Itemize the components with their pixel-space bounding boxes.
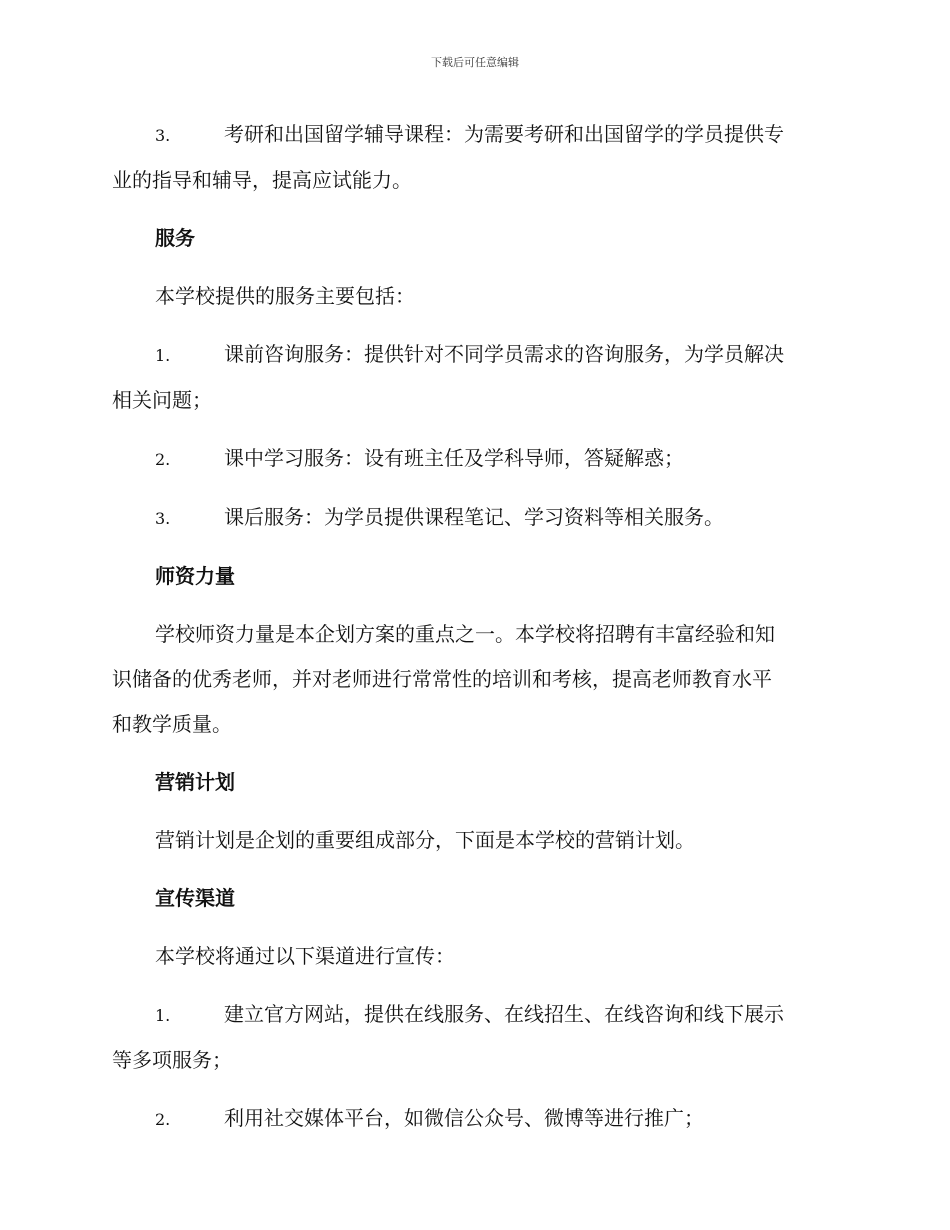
list-text-continuation: 相关问题；: [112, 388, 212, 412]
document-body: [112, 112, 836, 1155]
list-number: 3.: [155, 509, 171, 528]
list-number: 1.: [155, 346, 171, 365]
page-header: 下载后可任意编辑: [431, 56, 519, 69]
list-text-continuation: 业的指导和辅导，提高应试能力。: [112, 168, 412, 192]
list-item: [112, 112, 836, 203]
list-text: 利用社交媒体平台，如微信公众号、微博等进行推广；: [224, 1106, 704, 1130]
list-text: 课中学习服务：设有班主任及学科导师，答疑解惑；: [224, 446, 684, 470]
list-text-continuation: 等多项服务；: [112, 1048, 232, 1072]
list-item: [112, 1096, 836, 1142]
paragraph: 营销计划是企划的重要组成部分，下面是本学校的营销计划。: [155, 828, 695, 852]
paragraph: 本学校将通过以下渠道进行宣传：: [155, 944, 455, 968]
paragraph-line: 识储备的优秀老师，并对老师进行常常性的培训和考核，提高老师教育水平: [112, 667, 772, 691]
list-number: 1.: [155, 1006, 171, 1025]
list-item: [112, 332, 836, 423]
list-text: 建立官方网站，提供在线服务、在线招生、在线咨询和线下展示: [224, 1002, 784, 1026]
section-heading-faculty: 师资力量: [155, 564, 235, 588]
section-heading-channels: 宣传渠道: [155, 886, 235, 910]
section-heading-service: 服务: [155, 226, 195, 250]
paragraph-line: 和教学质量。: [112, 712, 232, 736]
list-text: 课后服务：为学员提供课程笔记、学习资料等相关服务。: [224, 505, 724, 529]
paragraph: 本学校提供的服务主要包括：: [155, 284, 415, 308]
paragraph: [112, 612, 836, 747]
list-item: [112, 436, 836, 482]
list-text: 课前咨询服务：提供针对不同学员需求的咨询服务，为学员解决: [224, 342, 784, 366]
section-heading-marketing: 营销计划: [155, 770, 235, 794]
list-item: [112, 495, 836, 541]
paragraph-line: 学校师资力量是本企划方案的重点之一。本学校将招聘有丰富经验和知: [155, 622, 775, 646]
list-number: 2.: [155, 1110, 171, 1129]
list-number: 3.: [155, 126, 171, 145]
list-number: 2.: [155, 450, 171, 469]
list-item: [112, 992, 836, 1083]
list-text: 考研和出国留学辅导课程：为需要考研和出国留学的学员提供专: [224, 122, 784, 146]
